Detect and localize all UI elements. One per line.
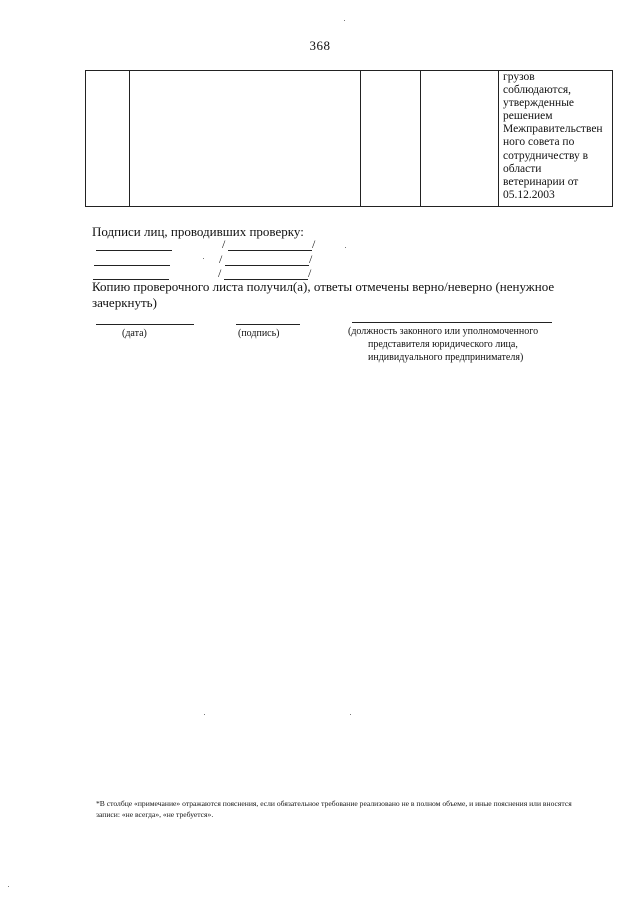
scan-speck xyxy=(8,886,9,887)
note-line: сотрудничеству в xyxy=(503,149,589,162)
scan-speck xyxy=(204,714,205,715)
inspectors-signatures-heading: Подписи лиц, проводивших проверку: xyxy=(92,224,304,239)
scan-speck xyxy=(345,247,346,248)
table-row xyxy=(86,71,613,207)
position-line xyxy=(352,322,552,323)
note-line: ветеринарии от xyxy=(503,175,579,188)
note-line: решением xyxy=(503,110,553,123)
checklist-table xyxy=(85,70,613,207)
date-line xyxy=(96,324,194,325)
table-cell-answer-alt xyxy=(421,71,499,207)
scan-speck xyxy=(344,20,345,21)
inspector-signature-line xyxy=(96,250,172,251)
slash-separator: / xyxy=(309,252,313,266)
position-caption-line: представителя юридического лица, xyxy=(368,339,518,350)
note-line: области xyxy=(503,162,542,175)
signature-caption: (подпись) xyxy=(238,328,280,339)
table-cell-number xyxy=(86,71,130,207)
table-cell-requirement xyxy=(130,71,361,207)
page-number: 368 xyxy=(309,38,331,53)
inspector-name-line xyxy=(228,250,312,251)
position-caption-line: (должность законного или уполномоченного xyxy=(348,326,539,337)
table-cell-note xyxy=(499,71,613,207)
scan-speck xyxy=(350,714,351,715)
signature-line xyxy=(236,324,300,325)
note-line: грузов xyxy=(503,71,535,83)
note-line: утвержденные xyxy=(503,97,575,110)
note-line: ного совета по xyxy=(503,136,575,149)
copy-received-statement: Копию проверочного листа получил(а), ответы отмечены верно/неверно (ненужное зачеркнуть) xyxy=(92,279,555,310)
table-cell-answer xyxy=(361,71,421,207)
inspector-signature-line xyxy=(94,265,170,266)
slash-separator: / xyxy=(218,266,222,280)
note-line: Межправительствен xyxy=(503,123,603,136)
slash-separator: / xyxy=(219,252,223,266)
scan-speck xyxy=(203,258,204,259)
footnote: *В столбце «примечание» отражаются пояснения, если обязательное требование реализовано не в полном объеме, и иные пояснения или вносятся записи: «не всегда», «не требуется». xyxy=(96,799,572,819)
position-caption-line: индивидуального предпринимателя) xyxy=(368,352,524,363)
date-caption: (дата) xyxy=(122,328,147,339)
slash-separator: / xyxy=(312,237,316,251)
note-line: 05.12.2003 xyxy=(503,188,555,201)
inspector-name-line xyxy=(225,265,309,266)
slash-separator: / xyxy=(308,266,312,280)
slash-separator: / xyxy=(222,237,226,251)
note-line: соблюдаются, xyxy=(503,84,571,97)
